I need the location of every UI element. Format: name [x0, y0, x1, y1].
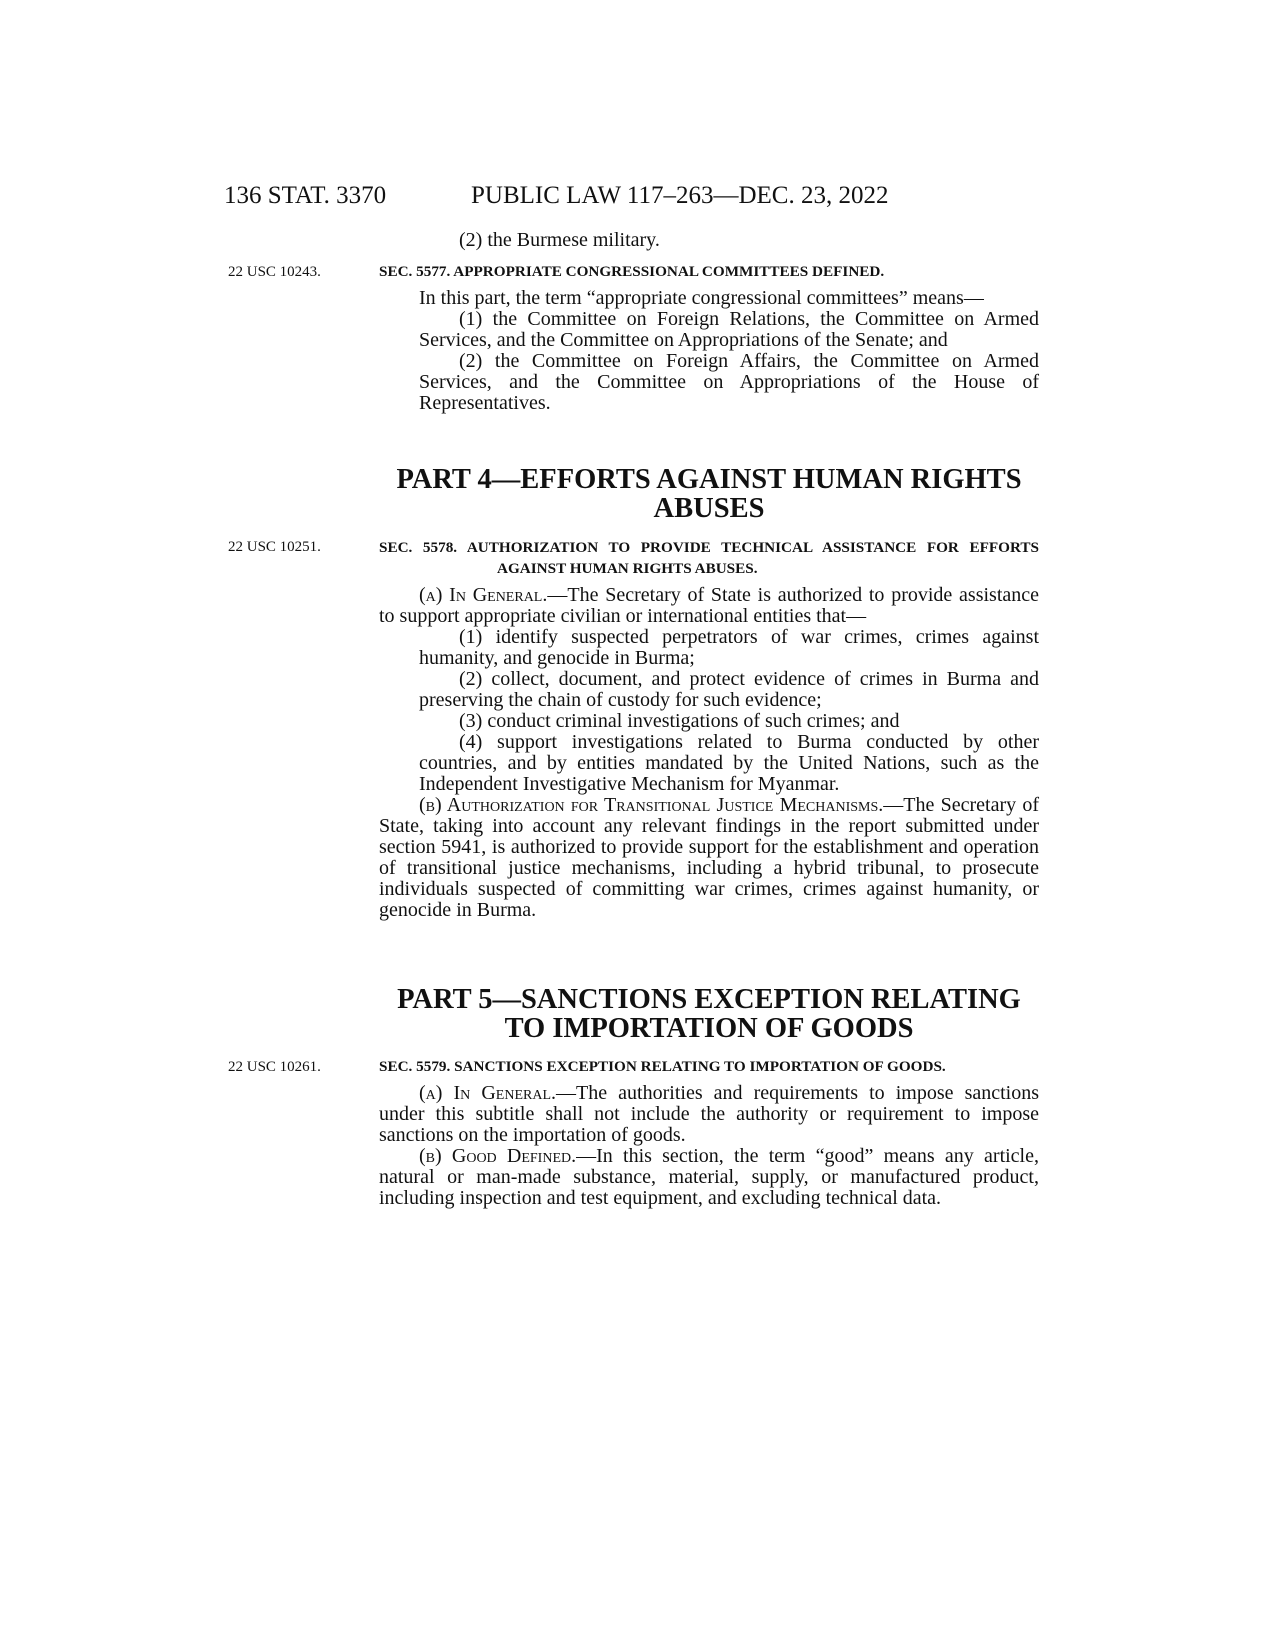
subsection-b-label: (b) Good Defined.	[419, 1145, 577, 1167]
margin-note-usc-10261: 22 USC 10261.	[228, 1059, 321, 1075]
subsection-a-text: —The Secretary of State is authorized to provide assistance to support appropriate civilian or international entities that—	[379, 584, 1040, 627]
part-5-heading-line: TO IMPORTATION OF GOODS	[504, 1013, 914, 1044]
section-5578-item: (4) support investigations related to Burma conducted by other countries, and by entities mandated by the United Nations, such as the Independent Investigative Mechanism for Myanmar.	[419, 731, 1039, 795]
page-stat-citation: 136 STAT. 3370	[224, 182, 387, 209]
part-4-heading-line: PART 4—EFFORTS AGAINST HUMAN RIGHTS	[396, 464, 1022, 495]
section-5578-subsection-b	[379, 795, 1039, 921]
margin-note-usc-10243: 22 USC 10243.	[228, 264, 321, 280]
subsection-b-text: —In this section, the term “good” means any article, natural or man-made substance, material, supply, or manufactured product, including inspection and test equipment, and excluding technical data.	[379, 1145, 1039, 1209]
subsection-b-label: (b) Authorization for Transitional Justice Mechanisms.	[419, 794, 884, 816]
section-5578-item: (2) collect, document, and protect evidence of crimes in Burma and preserving the chain of custody for such evidence;	[419, 668, 1039, 711]
margin-note-usc-10251: 22 USC 10251.	[228, 539, 321, 555]
section-5578-heading: SEC. 5578. AUTHORIZATION TO PROVIDE TECHNICAL ASSISTANCE FOR EFFORTS AGAINST HUMAN RIGHTS ABUSES.	[379, 539, 1039, 577]
section-5578-item: (1) identify suspected perpetrators of war crimes, crimes against humanity, and genocide in Burma;	[419, 626, 1039, 669]
continuation-item: (2) the Burmese military.	[459, 229, 660, 251]
part-4-heading	[379, 465, 1039, 523]
subsection-b-text: —The Secretary of State, taking into account any relevant findings in the report submitted under section 5941, is authorized to provide support for the establishment and operation of transitional justice mechanisms, including a hybrid tribunal, to prosecute individuals suspected of committing war crimes, crimes against humanity, or genocide in Burma.	[379, 794, 1039, 921]
section-5577-item: (1) the Committee on Foreign Relations, the Committee on Armed Services, and the Committee on Appropriations of the Senate; and	[419, 308, 1039, 351]
section-5579-heading: SEC. 5579. SANCTIONS EXCEPTION RELATING TO IMPORTATION OF GOODS.	[379, 1058, 946, 1075]
part-5-heading-line: PART 5—SANCTIONS EXCEPTION RELATING	[397, 984, 1021, 1015]
subsection-a-label: (a) In General.	[419, 1082, 557, 1104]
section-5577-intro: In this part, the term “appropriate congressional committees” means—	[419, 287, 984, 309]
page-law-header: PUBLIC LAW 117–263—DEC. 23, 2022	[471, 182, 889, 209]
section-5579-subsection-b	[379, 1146, 1039, 1209]
section-5579	[379, 1056, 1039, 1209]
section-5578-subsection-a	[379, 585, 1039, 627]
section-5577-item: (2) the Committee on Foreign Affairs, the Committee on Armed Services, and the Committee on Appropriations of the House of Representatives.	[419, 350, 1039, 414]
subsection-a-text: —The authorities and requirements to impose sanctions under this subtitle shall not include the authority or requirement to impose sanctions on the importation of goods.	[379, 1082, 1040, 1146]
section-5578-item: (3) conduct criminal investigations of such crimes; and	[459, 710, 900, 732]
section-5579-subsection-a	[379, 1083, 1039, 1146]
section-5578	[379, 537, 1039, 921]
part-5-heading	[379, 985, 1039, 1043]
subsection-a-label: (a) In General.	[419, 584, 548, 606]
continuation-block	[379, 230, 1039, 251]
part-4-heading-line: ABUSES	[653, 493, 765, 524]
section-5577-heading: SEC. 5577. APPROPRIATE CONGRESSIONAL COMMITTEES DEFINED.	[379, 263, 885, 280]
section-5577	[379, 261, 1039, 414]
